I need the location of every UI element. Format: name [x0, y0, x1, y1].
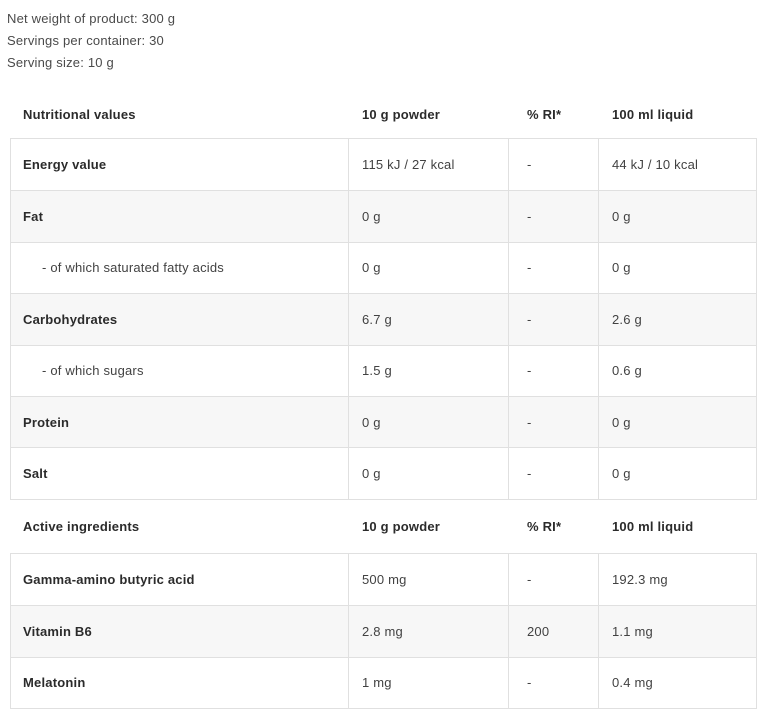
powder-value: 1 mg: [348, 658, 508, 708]
row-label: Carbohydrates: [23, 311, 118, 327]
ri-value: -: [508, 554, 598, 605]
ingredients-header-ri: % RI*: [527, 518, 562, 534]
row-label: Energy value: [23, 157, 107, 173]
serving-size-text: Serving size: 10 g: [7, 55, 114, 70]
row-label: Melatonin: [23, 675, 86, 691]
ri-value: -: [508, 346, 598, 396]
liquid-value: 0 g: [598, 191, 756, 241]
liquid-value: 2.6 g: [598, 294, 756, 344]
liquid-value: 0.6 g: [598, 346, 756, 396]
liquid-value: 0 g: [598, 243, 756, 293]
row-protein: [11, 396, 756, 447]
row-sugars: [11, 345, 756, 396]
row-saturated-fatty-acids: [11, 242, 756, 293]
net-weight-text: Net weight of product: 300 g: [7, 11, 176, 26]
liquid-value: 44 kJ / 10 kcal: [598, 139, 756, 190]
powder-value: 0 g: [348, 448, 508, 498]
powder-value: 2.8 mg: [348, 606, 508, 656]
row-fat: [11, 190, 756, 241]
powder-value: 0 g: [348, 397, 508, 447]
powder-value: 0 g: [348, 243, 508, 293]
nutrition-table-header-row: [10, 90, 757, 138]
ri-value: -: [508, 658, 598, 708]
liquid-value: 192.3 mg: [598, 554, 756, 605]
liquid-value: 0 g: [598, 448, 756, 498]
nutrition-header-ri: % RI*: [527, 106, 562, 122]
ri-value: -: [508, 139, 598, 190]
row-gamma-amino-butyric-acid: [11, 554, 756, 605]
nutrition-table: [10, 138, 757, 500]
ri-value: -: [508, 191, 598, 241]
liquid-value: 1.1 mg: [598, 606, 756, 656]
ri-value: 200: [508, 606, 598, 656]
servings-per-container-text: Servings per container: 30: [7, 33, 164, 48]
product-spec-page: [0, 8, 767, 709]
row-label: Vitamin B6: [23, 623, 92, 639]
row-label: Protein: [23, 414, 70, 430]
ri-value: -: [508, 397, 598, 447]
powder-value: 500 mg: [348, 554, 508, 605]
ri-value: -: [508, 448, 598, 498]
powder-value: 6.7 g: [348, 294, 508, 344]
row-vitamin-b6: [11, 605, 756, 656]
product-info-block: [7, 8, 767, 74]
active-ingredients-header-row: [10, 500, 757, 553]
row-salt: [11, 447, 756, 498]
active-ingredients-table: [10, 553, 757, 709]
row-energy-value: [11, 139, 756, 190]
ingredients-header-powder: 10 g powder: [362, 518, 441, 534]
nutrition-header-liquid: 100 ml liquid: [612, 106, 694, 122]
row-label: Salt: [23, 466, 48, 482]
liquid-value: 0 g: [598, 397, 756, 447]
ri-value: -: [508, 243, 598, 293]
nutrition-header-title: Nutritional values: [23, 106, 136, 122]
liquid-value: 0.4 mg: [598, 658, 756, 708]
powder-value: 0 g: [348, 191, 508, 241]
powder-value: 115 kJ / 27 kcal: [348, 139, 508, 190]
ingredients-header-title: Active ingredients: [23, 518, 140, 534]
ri-value: -: [508, 294, 598, 344]
row-label: Fat: [23, 209, 44, 225]
row-carbohydrates: [11, 293, 756, 344]
row-label: Gamma-amino butyric acid: [23, 571, 195, 587]
row-label: - of which saturated fatty acids: [42, 260, 224, 276]
row-label: - of which sugars: [42, 363, 144, 379]
row-melatonin: [11, 657, 756, 708]
nutrition-header-powder: 10 g powder: [362, 106, 441, 122]
ingredients-header-liquid: 100 ml liquid: [612, 518, 694, 534]
powder-value: 1.5 g: [348, 346, 508, 396]
